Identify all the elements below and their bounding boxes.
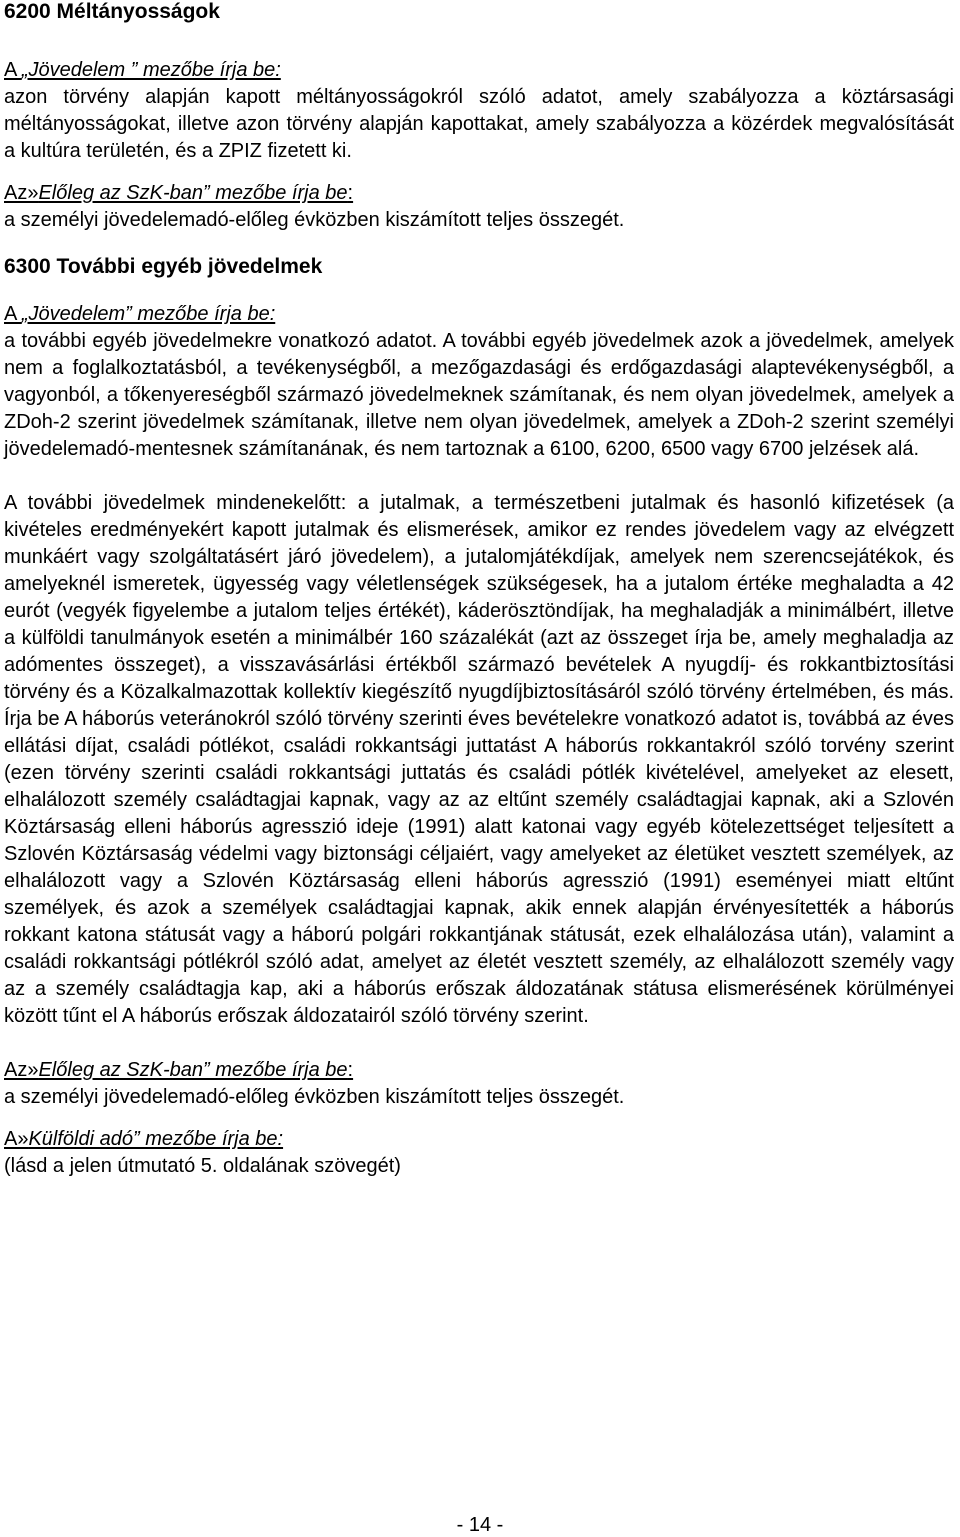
page-number: - 14 - xyxy=(456,1514,504,1536)
field-label-jovedelem: A „Jövedelem ” mezőbe írja be: xyxy=(4,59,281,81)
paragraph-6300-kulfoldi-ado: (lásd a jelen útmutató 5. oldalának szövegét) xyxy=(4,1155,401,1177)
document-page xyxy=(4,0,954,1180)
field-label-kulfoldi-ado: A»Külföldi adó” mezőbe írja be: xyxy=(4,1128,284,1150)
field-label-jovedelem: A „Jövedelem” mezőbe írja be: xyxy=(4,303,276,325)
paragraph-6300-intro: a további egyéb jövedelmekre vonatkozó adatot. A további egyéb jövedelmek azok a jövedelmek, amelyek nem a foglalkoztatásból, a tevékenységből, a mezőgazdasági és erdőgazdasági alaptevékenységből, a vagyonból, a tőkenyereségből származó jövedelmeknek számítanak, és nem olyan jövedelmek, amelyek a ZDoh-2 szerint jövedelmek számítanak, illetve nem olyan jövedelmek, amelyek a ZDoh-2 szerint személyi jövedelemadó-mentesnek számítanának, és nem tartoznak a 6100, 6200, 6500 vagy 6700 jelzések alá. xyxy=(4,330,954,460)
paragraph-6200-eloleg: a személyi jövedelemadó-előleg évközben kiszámított teljes összegét. xyxy=(4,209,625,231)
field-label-eloleg: Az»Előleg az SzK-ban” mezőbe írja be: xyxy=(4,182,354,204)
section-heading-6300: 6300 További egyéb jövedelmek xyxy=(4,255,323,278)
paragraph-6300-eloleg: a személyi jövedelemadó-előleg évközben kiszámított teljes összegét. xyxy=(4,1086,625,1108)
paragraph-6200-jovedelem: azon törvény alapján kapott méltányosságokról szóló adatot, amely szabályozza a köztársasági méltányosságokat, illetve azon törvény alapján kapottakat, amely szabályozza a közérdek megvalósítását a kultúra területén, és a ZPIZ fizetett ki. xyxy=(4,86,954,162)
section-heading-6200: 6200 Méltányosságok xyxy=(4,0,220,23)
paragraph-6300-details: A további jövedelmek mindenekelőtt: a jutalmak, a természetbeni jutalmak és hasonló kifizetések (a kivételes eredményekért kapott jutalmak és elismerések, amikor ez rendes jövedelem vagy az elvégzett munkáért vagy szolgáltatásért járó jövedelem), a jutalomjátékdíjak, amelyek nem szerencsejátékok, és amelyeknél ismeretek, ügyesség vagy véletlenségek szükségesek, ha a jutalom értéke meghaladta a 42 eurót (vegyék figyelembe a jutalom teljes értékét), káderösztöndíjak, ha meghaladják a minimálbért, illetve a külföldi tanulmányok esetén a minimálbér 160 százalékát (azt az összeget írja be, amely meghaladja az adómentes összeget), a visszavásárlási értékből származó bevételek A nyugdíj- és rokkantbiztosítási törvény és a Közalkalmazottak kollektív kiegészítő nyugdíjbiztosításáról szóló törvény értelmében, és más. Írja be A háborús veteránokról szóló törvény szerinti éves bevételekre vonatkozó adatot is, továbbá az éves ellátási díjat, családi pótlékot, családi rokkantsági juttatást A háborús rokkantakról szóló torvény szerint (ezen törvény szerinti családi rokkantsági juttatás és családi pótlék kivételével, amelyeket az elesett, elhalálozott személy családtagjai kapnak, vagy az az eltűnt személy családtagjai kapnak, aki a Szlovén Köztársaság elleni háborús agresszió ideje (1991) alatt katonai vagy egyéb kötelezettséget teljesített a Szlovén Köztársaság védelmi vagy biztonsági céljaiért, vagy amelyeket az életüket vesztett személyek, az elhalálozott vagy a Szlovén Köztársaság elleni háborús agresszió (1991) eseményei miatt eltűnt személyek, és azok a személyek családtagjai kapnak, akik ennek alapján érvényesítették a háborús rokkant katona státusát vagy a háború polgári rokkantjának státusát, ezek elhalálozása után), valamint a családi rokkantsági pótlékról szóló adat, amelyet az életét vesztett személy, az elhalálozott személy vagy az a személy családtagja kap, aki a háborús erőszak áldozatának státusa elismerésének körülményei között tűnt el A háborús erőszak áldozatairól szóló törvény szerint. xyxy=(4,492,954,1027)
field-label-eloleg: Az»Előleg az SzK-ban” mezőbe írja be: xyxy=(4,1059,354,1081)
